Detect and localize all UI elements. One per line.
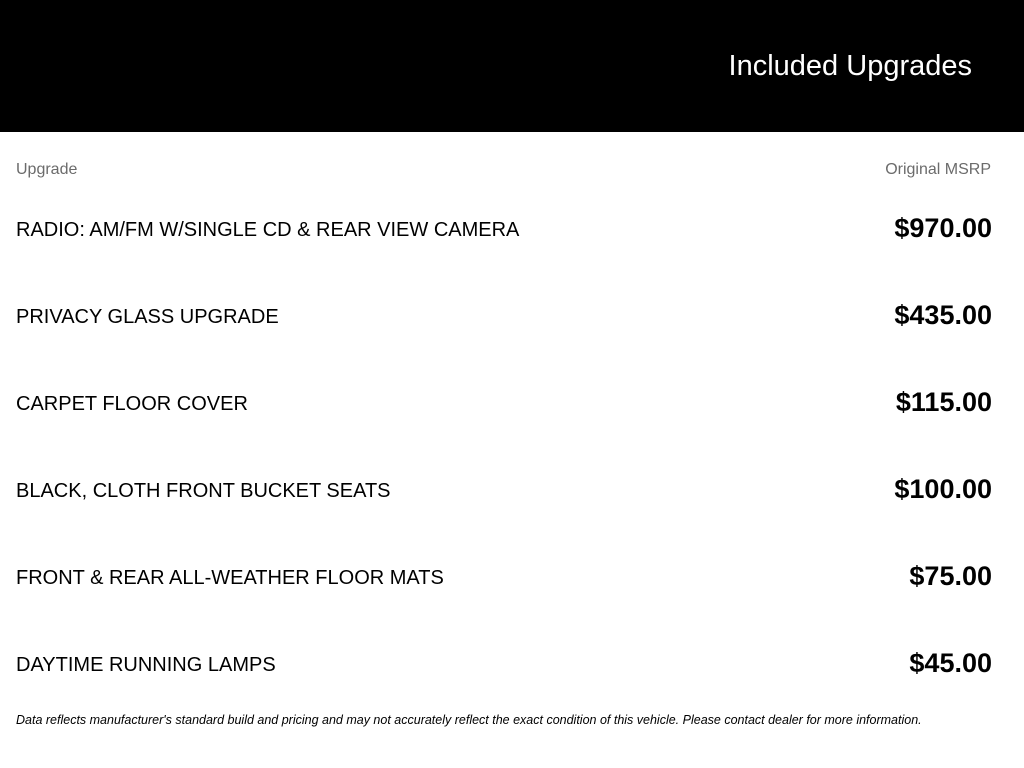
page-title: Included Upgrades (728, 50, 972, 82)
header-bar (0, 0, 1024, 132)
upgrade-name: FRONT & REAR ALL-WEATHER FLOOR MATS (16, 567, 444, 589)
disclaimer-text: Data reflects manufacturer's standard build and pricing and may not accurately reflect the exact condition of this vehicle. Please contact dealer for more information. (16, 713, 922, 727)
upgrade-price: $435.00 (894, 300, 992, 330)
table-row (16, 384, 992, 424)
upgrade-price: $45.00 (909, 648, 992, 678)
upgrade-name: DAYTIME RUNNING LAMPS (16, 654, 276, 676)
upgrade-name: CARPET FLOOR COVER (16, 393, 248, 415)
upgrade-name: RADIO: AM/FM W/SINGLE CD & REAR VIEW CAMERA (16, 219, 520, 241)
table-row (16, 558, 992, 598)
upgrade-name: PRIVACY GLASS UPGRADE (16, 306, 279, 328)
upgrade-price: $75.00 (909, 561, 992, 591)
upgrade-price: $115.00 (895, 387, 992, 417)
column-header-upgrade: Upgrade (16, 161, 78, 178)
table-row (16, 471, 992, 511)
table-row (16, 210, 992, 250)
table-row (16, 297, 992, 337)
column-header-msrp: Original MSRP (885, 161, 991, 178)
upgrade-price: $100.00 (894, 474, 992, 504)
upgrade-price: $970.00 (894, 213, 992, 243)
table-row (16, 645, 992, 685)
upgrade-name: BLACK, CLOTH FRONT BUCKET SEATS (16, 480, 391, 502)
